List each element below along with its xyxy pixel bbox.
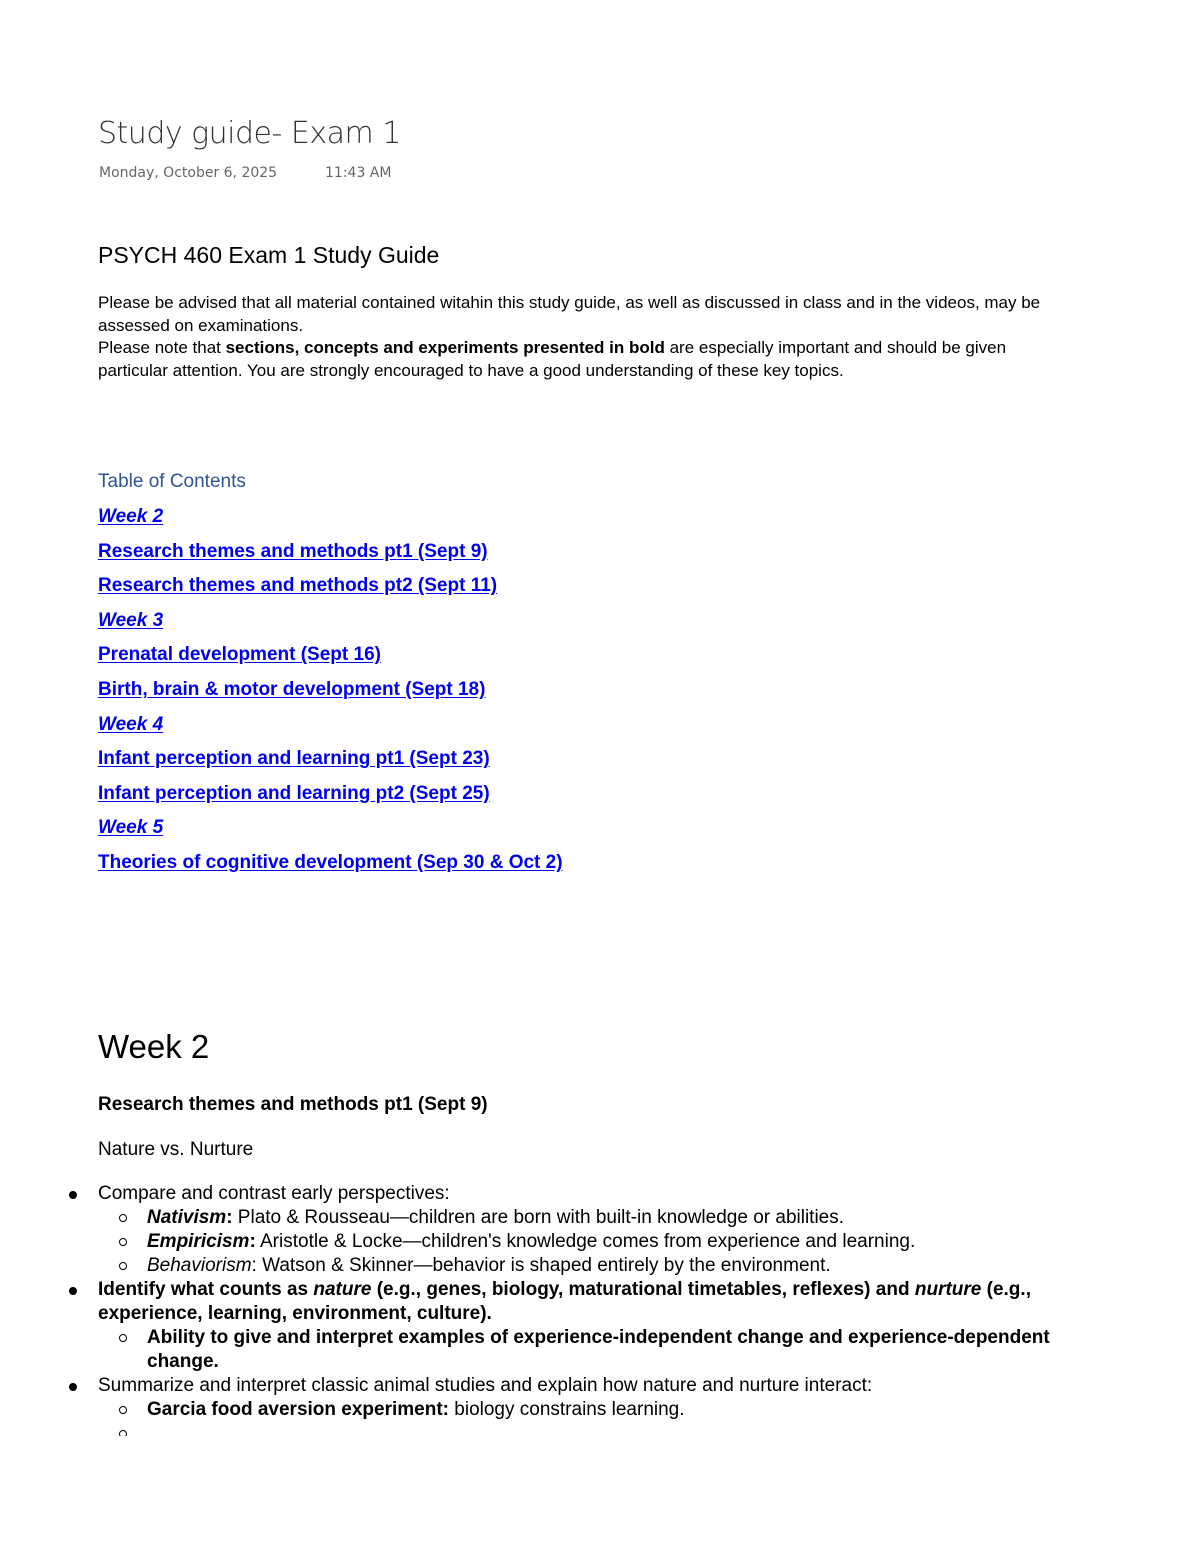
bullet-list: [98, 1182, 1078, 1446]
term-colon: :: [249, 1231, 256, 1252]
toc-link[interactable]: Research themes and methods pt2 (Sept 11): [98, 575, 498, 597]
toc-item: [98, 642, 563, 677]
list-item-text: (e.g., genes, biology, maturational timetables, reflexes) and: [371, 1279, 915, 1300]
toc-item: [98, 677, 563, 712]
toc-link[interactable]: Research themes and methods pt1 (Sept 9): [98, 540, 488, 562]
toc-link[interactable]: Prenatal development (Sept 16): [98, 644, 381, 666]
sub-list-item: [147, 1230, 1078, 1254]
sub-item-text: Plato & Rousseau—children are born with built-in knowledge or abilities.: [232, 1207, 845, 1228]
toc-link-week[interactable]: Week 3: [98, 609, 164, 631]
list-item-text: (e.g., experience, learning, environment, culture).: [98, 1279, 1031, 1324]
sub-item-text: biology constrains learning.: [449, 1399, 685, 1420]
toc-link-week[interactable]: Week 5: [98, 817, 164, 839]
intro-paragraph-2: [98, 337, 1058, 382]
sub-item-text: Aristotle & Locke—children's knowledge comes from experience and learning.: [255, 1231, 916, 1252]
toc-link[interactable]: Infant perception and learning pt2 (Sept 25): [98, 782, 490, 804]
sub-list-item: [147, 1206, 1078, 1230]
toc-link[interactable]: Infant perception and learning pt1 (Sept 23): [98, 748, 490, 770]
list-item-text: Compare and contrast early perspectives:: [98, 1183, 450, 1204]
intro-paragraph-1: Please be advised that all material contained witahin this study guide, as well as discussed in class and in the videos, may be assessed on examinations.: [98, 293, 1041, 335]
toc-heading: Table of Contents: [98, 471, 246, 492]
toc-item: [98, 746, 563, 781]
toc-item: [98, 781, 563, 816]
term-nurture: nurture: [914, 1279, 982, 1300]
term-empiricism: Empiricism: [147, 1231, 250, 1252]
note-title: Study guide- Exam 1: [98, 116, 401, 151]
page-bottom-margin: [0, 1436, 1200, 1553]
sub-list-item: [147, 1398, 1078, 1422]
toc-link[interactable]: Birth, brain & motor development (Sept 18): [98, 678, 486, 700]
intro-text-bold: sections, concepts and experiments presented in bold: [225, 338, 665, 357]
list-item-text: Identify what counts as: [98, 1279, 314, 1300]
toc-link[interactable]: Theories of cognitive development (Sep 30 & Oct 2): [98, 851, 563, 873]
sub-item-text: : Watson & Skinner—behavior is shaped entirely by the environment.: [251, 1255, 831, 1276]
intro-text: [98, 292, 1058, 382]
sub-item-text: Ability to give and interpret examples of experience-independent change and experience-dependent change.: [147, 1327, 1050, 1372]
table-of-contents: [98, 504, 563, 885]
list-item: [98, 1182, 1078, 1278]
toc-item: [98, 815, 563, 850]
sub-list: [98, 1326, 1078, 1374]
subsection-title: Nature vs. Nurture: [98, 1139, 254, 1160]
note-date: Monday, October 6, 2025: [99, 165, 278, 181]
note-time: 11:43 AM: [325, 165, 392, 181]
toc-item: [98, 712, 563, 747]
term-nature: nature: [313, 1279, 372, 1300]
toc-item: [98, 504, 563, 539]
term-colon: :: [226, 1207, 233, 1228]
list-item-text: Summarize and interpret classic animal studies and explain how nature and nurture interact:: [98, 1375, 873, 1396]
term-nativism: Nativism: [147, 1207, 227, 1228]
intro-text-pre: Please note that: [98, 338, 226, 357]
toc-item: [98, 573, 563, 608]
term-behaviorism: Behaviorism: [147, 1255, 252, 1276]
toc-item: [98, 539, 563, 574]
document-title: PSYCH 460 Exam 1 Study Guide: [98, 242, 440, 268]
week-heading: Week 2: [98, 1028, 210, 1065]
term-garcia: Garcia food aversion experiment:: [147, 1399, 449, 1420]
toc-item: [98, 850, 563, 885]
toc-link-week[interactable]: Week 2: [98, 506, 164, 527]
section-title: Research themes and methods pt1 (Sept 9): [98, 1094, 488, 1115]
sub-list: [98, 1206, 1078, 1278]
sub-list-item: [147, 1254, 1078, 1278]
intro-text-post: are especially important and should be given particular attention. You are strongly encouraged to have a good understanding of these key topics.: [98, 338, 1007, 380]
toc-link-week[interactable]: Week 4: [98, 713, 164, 735]
list-item: [98, 1278, 1078, 1374]
sub-list-item: [147, 1326, 1078, 1374]
toc-item: [98, 608, 563, 643]
